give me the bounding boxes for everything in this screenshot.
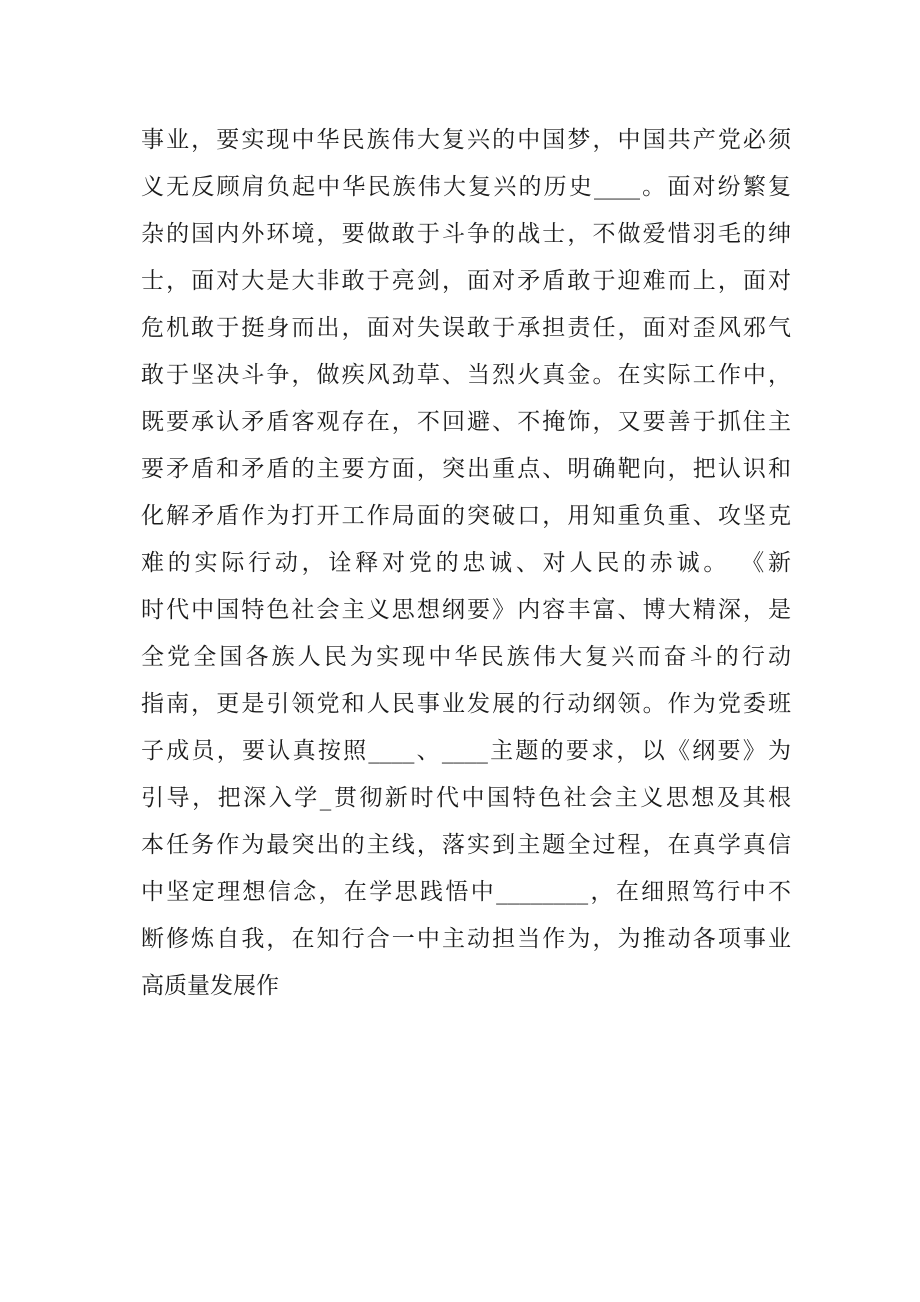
text-line: 化解矛盾作为打开工作局面的突破口，用知重负重、攻坚克 [141,503,791,529]
text-line: 全党全国各族人民为实现中华民族伟大复兴而奋斗的行动 [141,644,791,670]
text-line: 时代中国特色社会主义思想纲要》内容丰富、博大精深，是 [141,597,791,623]
text-line: 引导，把深入学_贯彻新时代中国特色社会主义思想及其根 [141,785,791,811]
text-line: 中坚定理想信念，在学思践悟中________，在细照笃行中不 [141,879,791,905]
text-line: 既要承认矛盾客观存在，不回避、不掩饰，又要善于抓住主 [141,409,791,435]
text-line: 危机敢于挺身而出，面对失误敢于承担责任，面对歪风邪气 [141,315,791,341]
text-line: 事业，要实现中华民族伟大复兴的中国梦，中国共产党必须 [141,127,791,153]
text-line: 本任务作为最突出的主线，落实到主题全过程，在真学真信 [141,832,791,858]
text-line: 要矛盾和矛盾的主要方面，突出重点、明确靶向，把认识和 [141,456,791,482]
text-line: 难的实际行动，诠释对党的忠诚、对人民的赤诚。 《新 [141,550,791,576]
text-line: 敢于坚决斗争，做疾风劲草、当烈火真金。在实际工作中， [141,362,791,388]
text-line: 子成员，要认真按照____、____主题的要求，以《纲要》为 [141,738,791,764]
body-paragraph [141,117,791,1010]
text-line: 杂的国内外环境，要做敢于斗争的战士，不做爱惜羽毛的绅 [141,221,791,247]
text-line: 指南，更是引领党和人民事业发展的行动纲领。作为党委班 [141,691,791,717]
text-line: 断修炼自我，在知行合一中主动担当作为，为推动各项事业 [141,926,791,952]
text-line: 义无反顾肩负起中华民族伟大复兴的历史____。面对纷繁复 [141,174,791,200]
text-line-last: 高质量发展作 [141,973,279,999]
text-line: 士，面对大是大非敢于亮剑，面对矛盾敢于迎难而上，面对 [141,268,791,294]
